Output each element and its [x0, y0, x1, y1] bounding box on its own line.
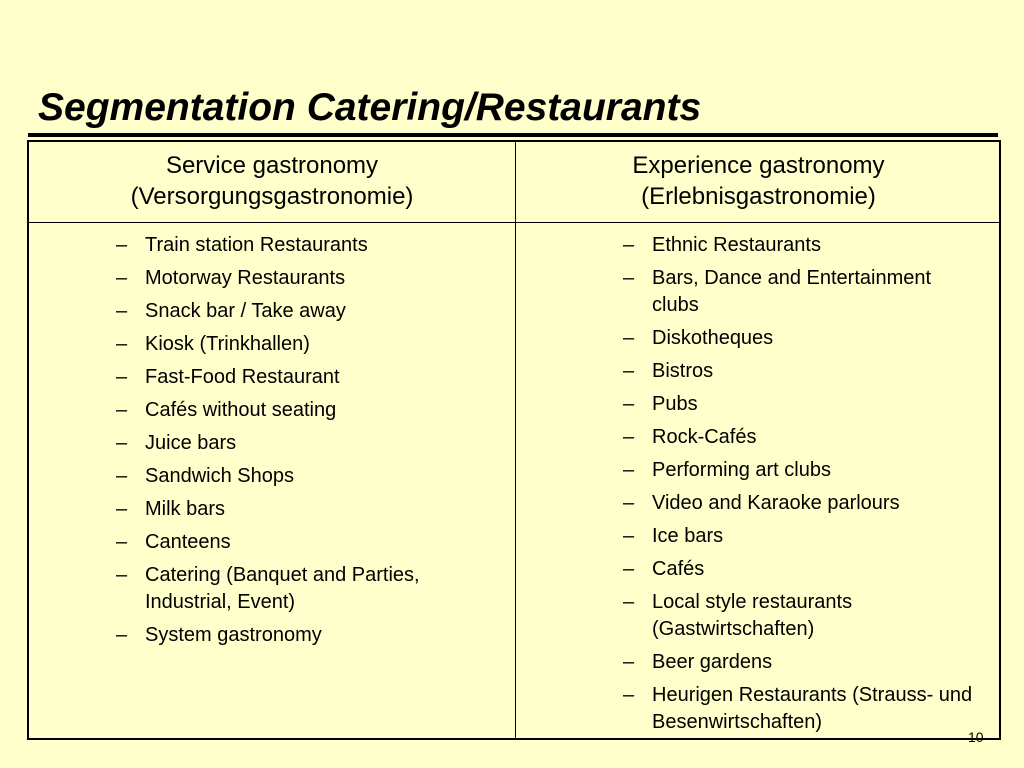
- list-item: – Milk bars: [116, 496, 496, 523]
- list-item: – Juice bars: [116, 430, 496, 457]
- list-item: – Ethnic Restaurants: [623, 232, 983, 259]
- header-service-gastronomy: [29, 150, 515, 212]
- header-title: Experience gastronomy: [632, 152, 885, 179]
- service-gastronomy-list: [116, 232, 496, 655]
- list-item: – Catering (Banquet and Parties, Industrial, Event): [116, 562, 496, 616]
- title-underline-thick: [28, 133, 998, 137]
- list-item: – Motorway Restaurants: [116, 265, 496, 292]
- list-item: – Fast-Food Restaurant: [116, 364, 496, 391]
- list-item: – Train station Restaurants: [116, 232, 496, 259]
- list-item: – Performing art clubs: [623, 457, 983, 484]
- header-subtitle: (Erlebnisgastronomie): [641, 183, 876, 210]
- header-experience-gastronomy: [516, 150, 1001, 212]
- list-item: – Cafés: [623, 556, 983, 583]
- page-number: 10: [968, 729, 984, 745]
- list-item: – Diskotheques: [623, 325, 983, 352]
- slide-title: Segmentation Catering/Restaurants: [38, 86, 702, 129]
- list-item: – Snack bar / Take away: [116, 298, 496, 325]
- list-item: – Bars, Dance and Entertainment clubs: [623, 265, 983, 319]
- list-item: – Canteens: [116, 529, 496, 556]
- list-item: – System gastronomy: [116, 622, 496, 649]
- list-item: – Bistros: [623, 358, 983, 385]
- list-item: – Heurigen Restaurants (Strauss- und Besenwirtschaften): [623, 682, 983, 736]
- list-item: – Local style restaurants (Gastwirtschaften): [623, 589, 983, 643]
- segmentation-table: [27, 140, 1001, 740]
- column-divider: [515, 142, 516, 738]
- list-item: – Ice bars: [623, 523, 983, 550]
- list-item: – Video and Karaoke parlours: [623, 490, 983, 517]
- list-item: – Rock-Cafés: [623, 424, 983, 451]
- list-item: – Kiosk (Trinkhallen): [116, 331, 496, 358]
- list-item: – Cafés without seating: [116, 397, 496, 424]
- experience-gastronomy-list: [623, 232, 983, 742]
- table-header-row: [29, 142, 999, 223]
- list-item: – Beer gardens: [623, 649, 983, 676]
- list-item: – Pubs: [623, 391, 983, 418]
- header-title: Service gastronomy: [165, 152, 379, 179]
- list-item: – Sandwich Shops: [116, 463, 496, 490]
- header-subtitle: (Versorgungsgastronomie): [130, 183, 414, 210]
